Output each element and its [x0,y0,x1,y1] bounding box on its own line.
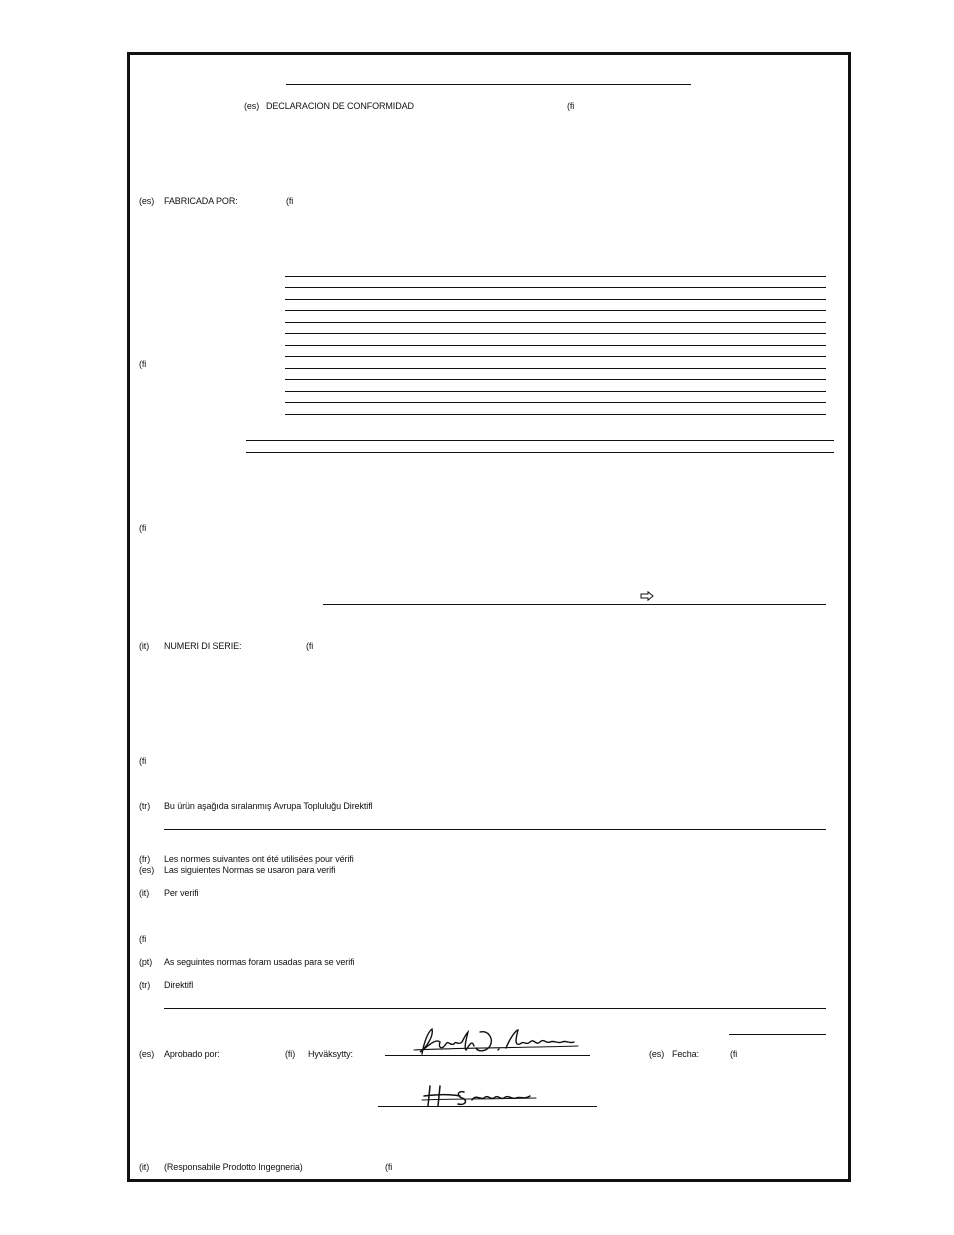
model-rule [285,414,826,415]
directive-fi-code: (fi [139,756,147,766]
standards-fr-code: (fr) [139,854,151,864]
model-rule [285,356,826,357]
model-rule [285,402,826,403]
header-title: DECLARACION DE CONFORMIDAD [266,101,414,111]
directive-rule [164,829,826,830]
model-rule [285,310,826,311]
description-rule [323,604,826,605]
date-es-code: (es) [649,1049,665,1059]
model-rule [285,391,826,392]
approval-es-code: (es) [139,1049,155,1059]
standards-pt-code: (pt) [139,957,153,967]
standards-es-text: Las siguientes Normas se usaron para verifi [164,865,336,875]
approval-label: Aprobado por: [164,1049,220,1059]
standards-es-code: (es) [139,865,155,875]
model-rule [285,368,826,369]
model-rule [285,322,826,323]
responsible-label: (Responsabile Prodotto Ingegneria) [164,1162,303,1172]
model-rule [285,299,826,300]
standards-tr-text: Direktifl [164,980,194,990]
manufacturer-label: FABRICADA POR: [164,196,238,206]
arrow-right-icon [640,591,654,601]
serial-label: NUMERI DI SERIE: [164,641,242,651]
date-rule [729,1034,826,1035]
directive-tr-text: Bu ürün aşağıda sıralanmış Avrupa Topluluğu Direktifl [164,801,373,811]
responsible-it-code: (it) [139,1162,150,1172]
model-footer-rule [246,452,834,453]
date-fi-code: (fi [730,1049,738,1059]
serial-lang-code: (it) [139,641,150,651]
standards-tr-code: (tr) [139,980,151,990]
standards-it-text: Per verifi [164,888,199,898]
description-fi-code: (fi [139,523,147,533]
model-footer-rule [246,440,834,441]
model-rule [285,276,826,277]
approval-fi-label: Hyväksytty: [308,1049,353,1059]
model-rule [285,333,826,334]
signature-1 [410,1024,580,1058]
title-rule [286,84,691,85]
standards-it-code: (it) [139,888,150,898]
serial-fi-code: (fi [306,641,314,651]
manufacturer-lang-code: (es) [139,196,155,206]
header-lang-code: (es) [244,101,260,111]
standards-fi-code: (fi [139,934,147,944]
approval-fi-code: (fi) [285,1049,296,1059]
responsible-fi-code: (fi [385,1162,393,1172]
header-fi-code: (fi [567,101,575,111]
manufacturer-fi-code: (fi [286,196,294,206]
directive-tr-code: (tr) [139,801,151,811]
model-rule [285,379,826,380]
models-fi-code: (fi [139,359,147,369]
standards-rule [164,1008,826,1009]
date-label: Fecha: [672,1049,699,1059]
model-rule [285,345,826,346]
model-rule [285,287,826,288]
signature-2 [420,1082,540,1108]
standards-fr-text: Les normes suivantes ont été utilisées pour vérifi [164,854,354,864]
page-frame [127,52,851,1182]
standards-pt-text: As seguintes normas foram usadas para se verifi [164,957,355,967]
